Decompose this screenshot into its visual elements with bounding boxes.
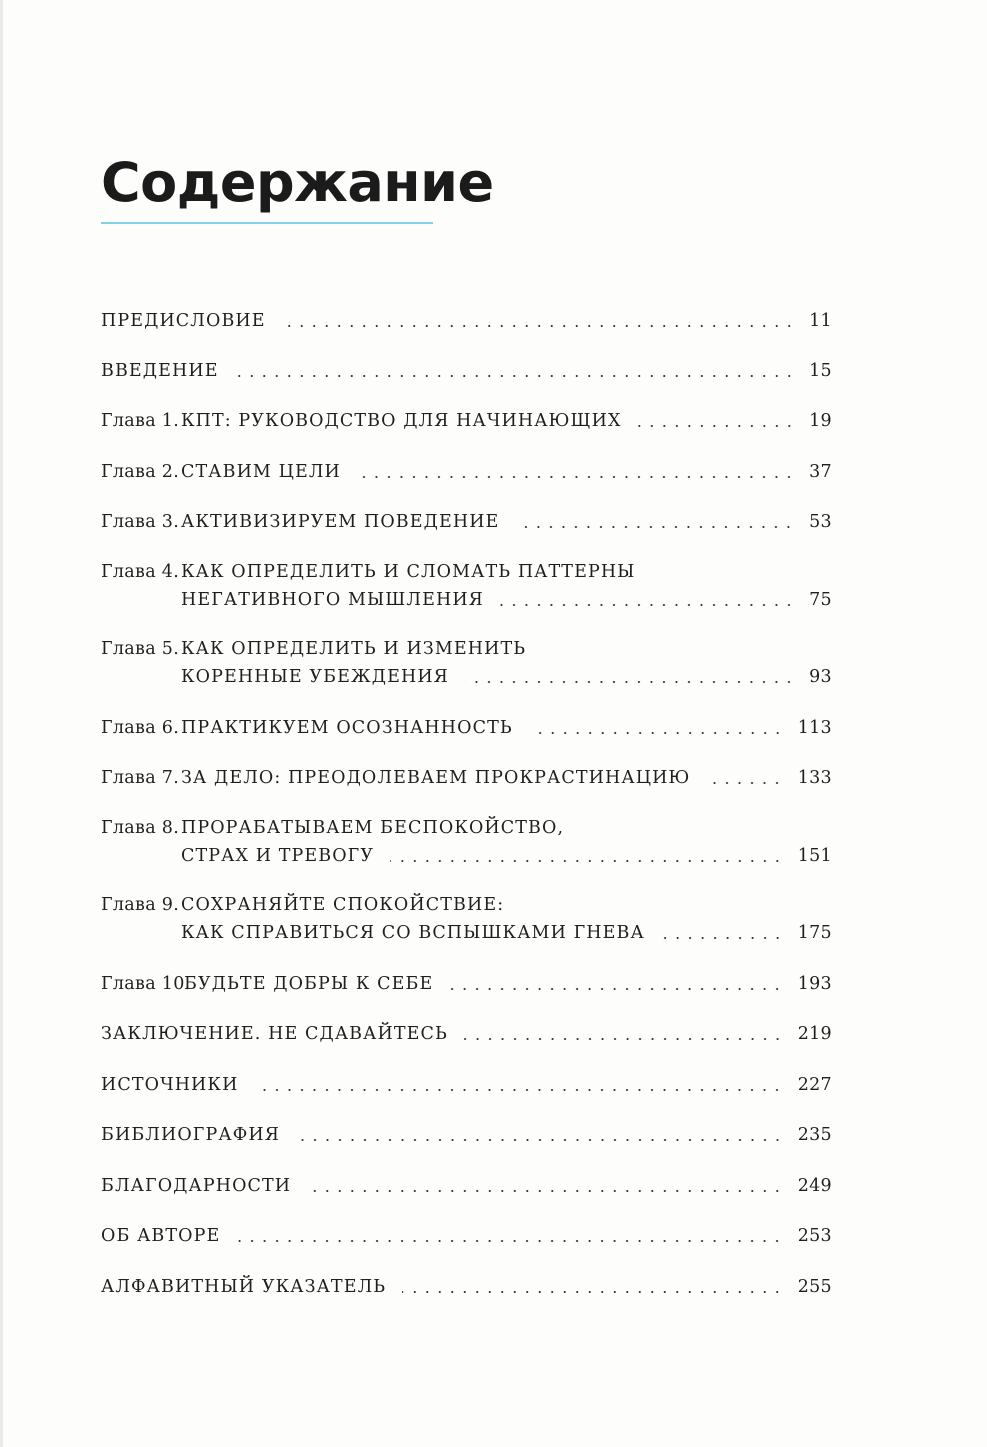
- toc-entry-line: [101, 586, 832, 614]
- toc-dot-leader: [638, 407, 796, 435]
- toc-entry-title: НЕГАТИВНОГО МЫШЛЕНИЯ: [181, 590, 484, 610]
- toc-page-number: 175: [797, 923, 832, 943]
- toc-entry-title: КАК ОПРЕДЕЛИТЬ И СЛОМАТЬ ПАТТЕРНЫ: [181, 562, 636, 582]
- toc-entry-line: [101, 970, 832, 998]
- toc-entry-line: [101, 891, 832, 919]
- toc-page-number: 15: [809, 361, 832, 381]
- toc-entry-title: КАК СПРАВИТЬСЯ СО ВСПЫШКАМИ ГНЕВА: [181, 923, 645, 943]
- toc-dot-leader: [465, 663, 795, 691]
- toc-page-number: 151: [797, 846, 832, 866]
- toc-entry-line: [101, 558, 832, 586]
- toc-dot-leader: [390, 842, 784, 870]
- toc-entry-title: ПРАКТИКУЕМ ОСОЗНАННОСТЬ: [181, 718, 513, 738]
- toc-entry-title: КОРЕННЫЕ УБЕЖДЕНИЯ: [181, 667, 449, 687]
- toc-entry-line: [101, 663, 832, 691]
- toc-entry-title: СОХРАНЯЙТЕ СПОКОЙСТВИЕ:: [181, 895, 505, 915]
- toc-entry-title: КПТ: РУКОВОДСТВО ДЛЯ НАЧИНАЮЩИХ: [181, 411, 622, 431]
- toc-chapter-number: Глава 9.: [101, 895, 180, 915]
- toc-entry-line: [101, 458, 832, 486]
- toc-page-number: 113: [797, 718, 832, 738]
- toc-entry-title: ПРЕДИСЛОВИЕ: [101, 311, 266, 331]
- toc-entry-title: СТАВИМ ЦЕЛИ: [181, 462, 341, 482]
- toc-entry-line: [101, 1020, 832, 1048]
- toc-dot-leader: [449, 970, 783, 998]
- toc-entry-line: [101, 1071, 832, 1099]
- toc-entry-line: [101, 714, 832, 742]
- toc-entry-title: АЛФАВИТНЫЙ УКАЗАТЕЛЬ: [101, 1277, 387, 1297]
- toc-dot-leader: [706, 764, 783, 792]
- toc-entry-line: [101, 357, 832, 385]
- toc-dot-leader: [515, 508, 795, 536]
- toc-entry-line: [101, 919, 832, 947]
- toc-dot-leader: [235, 357, 796, 385]
- toc-page-number: 19: [809, 411, 832, 431]
- toc-page-number: 75: [809, 590, 832, 610]
- toc-dot-leader: [402, 1273, 784, 1301]
- toc-entry-line: [101, 635, 832, 663]
- toc-entry-title: ИСТОЧНИКИ: [101, 1075, 239, 1095]
- toc-page-number: 37: [809, 462, 832, 482]
- toc-entry-line: [101, 842, 832, 870]
- toc-dot-leader: [500, 586, 795, 614]
- toc-page-number: 11: [809, 311, 832, 331]
- toc-entry-title: КАК ОПРЕДЕЛИТЬ И ИЗМЕНИТЬ: [181, 639, 527, 659]
- toc-dot-leader: [296, 1121, 784, 1149]
- toc-dot-leader: [282, 307, 795, 335]
- toc-entry-title: АКТИВИЗИРУЕМ ПОВЕДЕНИЕ: [181, 512, 500, 532]
- toc-entry-line: [101, 1222, 832, 1250]
- toc-chapter-number: Глава 5.: [101, 639, 180, 659]
- toc-entry-line: [101, 1121, 832, 1149]
- toc-dot-leader: [254, 1071, 783, 1099]
- toc-chapter-number: Глава 8.: [101, 818, 180, 838]
- toc-entry-title: БУДЬТЕ ДОБРЫ К СЕБЕ: [184, 974, 434, 994]
- toc-entry-line: [101, 1273, 832, 1301]
- toc-entry-line: [101, 814, 832, 842]
- toc-page-number: 235: [797, 1125, 832, 1145]
- toc-entry-title: СТРАХ И ТРЕВОГУ: [181, 846, 375, 866]
- toc-entry-title: ЗА ДЕЛО: ПРЕОДОЛЕВАЕМ ПРОКРАСТИНАЦИЮ: [181, 768, 691, 788]
- toc-entry-title: БЛАГОДАРНОСТИ: [101, 1176, 292, 1196]
- toc-chapter-number: Глава 3.: [101, 512, 180, 532]
- toc-page-number: 133: [797, 768, 832, 788]
- toc-entry-line: [101, 407, 832, 435]
- toc-entry-line: [101, 764, 832, 792]
- toc-entry-title: БИБЛИОГРАФИЯ: [101, 1125, 280, 1145]
- toc-chapter-number: Глава 1.: [101, 411, 180, 431]
- toc-entry-title: ЗАКЛЮЧЕНИЕ. НЕ СДАВАЙТЕСЬ: [101, 1024, 448, 1044]
- toc-page-number: 255: [797, 1277, 832, 1297]
- toc-entry-title: ВВЕДЕНИЕ: [101, 361, 219, 381]
- toc-dot-leader: [529, 714, 784, 742]
- toc-entry-title: ОБ АВТОРЕ: [101, 1226, 221, 1246]
- toc-entry-line: [101, 508, 832, 536]
- toc-page-number: 219: [797, 1024, 832, 1044]
- toc-page-number: 253: [797, 1226, 832, 1246]
- toc-dot-leader: [464, 1020, 784, 1048]
- toc-entry-line: [101, 307, 832, 335]
- toc-page-number: 193: [797, 974, 832, 994]
- toc-chapter-number: Глава 2.: [101, 462, 180, 482]
- toc-page-number: 93: [809, 667, 832, 687]
- toc-page-number: 53: [809, 512, 832, 532]
- toc-chapter-number: Глава 7.: [101, 768, 180, 788]
- toc-dot-leader: [661, 919, 784, 947]
- toc-dot-leader: [307, 1172, 784, 1200]
- page-title: Содержание: [101, 151, 494, 214]
- toc-entry-title: ПРОРАБАТЫВАЕМ БЕСПОКОЙСТВО,: [181, 818, 565, 838]
- toc-chapter-number: Глава 4.: [101, 562, 180, 582]
- toc-chapter-number: Глава 10.: [101, 974, 191, 994]
- toc-entry-line: [101, 1172, 832, 1200]
- toc-chapter-number: Глава 6.: [101, 718, 180, 738]
- toc-dot-leader: [236, 1222, 783, 1250]
- toc-dot-leader: [357, 458, 795, 486]
- toc-page-number: 227: [797, 1075, 832, 1095]
- toc-page-number: 249: [797, 1176, 832, 1196]
